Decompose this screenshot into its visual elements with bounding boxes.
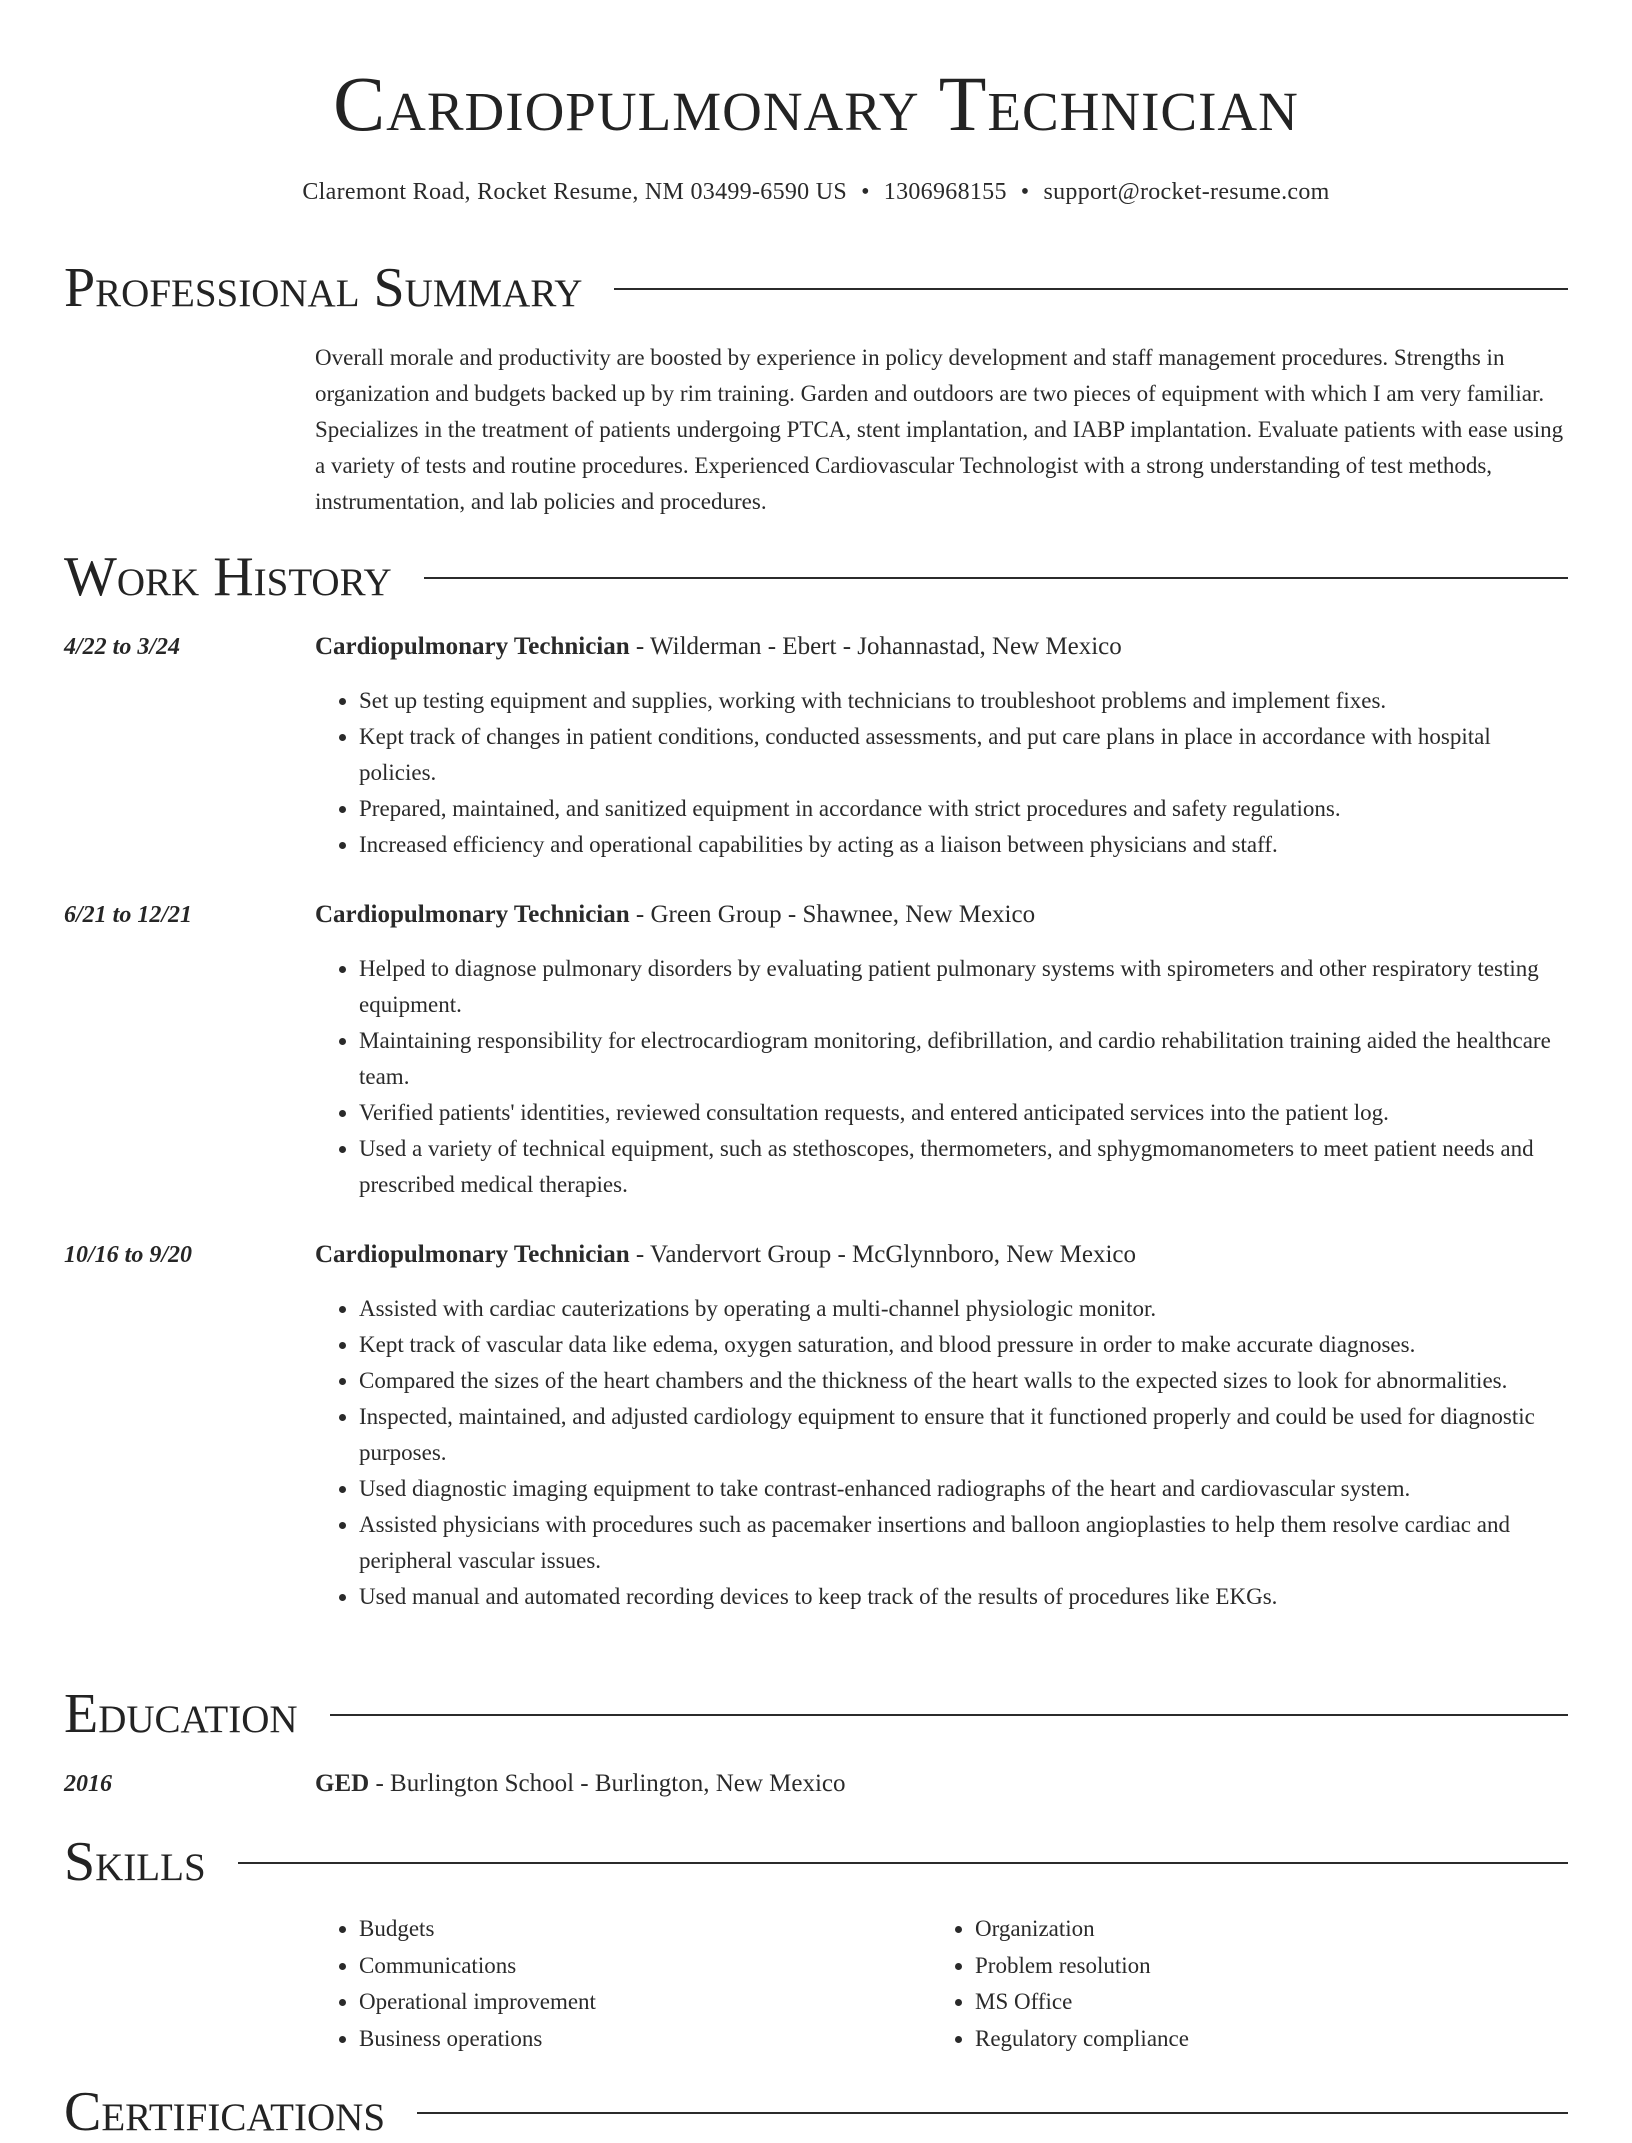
skill-item: • MS Office [975, 1984, 1531, 2021]
job-heading [315, 629, 1568, 665]
skill-item: • Regulatory compliance [975, 2021, 1531, 2058]
list-item: • Used manual and automated recording devices to keep track of the results of procedures like EKGs. [359, 1579, 1568, 1615]
job-bullets [315, 1291, 1568, 1615]
job-employer-location: - Green Group - Shawnee, New Mexico [629, 901, 1036, 928]
list-item: • Inspected, maintained, and adjusted cardiology equipment to ensure that it functioned properly and could be used for diagnostic purposes. [359, 1399, 1568, 1471]
summary-text: Overall morale and productivity are boosted by experience in policy development and staff management procedures. Strengths in organization and budgets backed up by rim training. Garden and outdoors are two pieces of equipment with which I am very familiar. Specializes in the treatment of patients undergoing PTCA, stent implantation, and IABP implantation. Evaluate patients with ease using a variety of tests and routine procedures. Experienced Cardiovascular Technologist with a strong understanding of test methods, instrumentation, and lab policies and procedures. [315, 345, 1564, 514]
summary-section-heading [64, 258, 1568, 318]
contact-phone: 1306968155 [883, 179, 1007, 205]
section-divider [330, 1714, 1568, 1716]
list-item: • Used a variety of technical equipment, such as stethoscopes, thermometers, and sphygmomanometers to meet patient needs and prescribed medical therapies. [359, 1131, 1568, 1203]
job-title: Cardiopulmonary Technician [315, 901, 630, 928]
job-employer-location: - Wilderman - Ebert - Johannastad, New Mexico [629, 633, 1122, 660]
job-employer-location: - Vandervort Group - McGlynnboro, New Mexico [629, 1241, 1137, 1268]
contact-email: support@rocket-resume.com [1043, 179, 1330, 205]
list-item: • Kept track of changes in patient conditions, conducted assessments, and put care plans in place in accordance with hospital policies. [359, 719, 1568, 791]
job-title: Cardiopulmonary Technician [315, 1241, 630, 1268]
job-dates: 4/22 to 3/24 [64, 634, 181, 660]
list-item: • Assisted with cardiac cauterizations by operating a multi-channel physiologic monitor. [359, 1291, 1568, 1327]
list-item: • Helped to diagnose pulmonary disorders by evaluating patient pulmonary systems with spirometers and other respiratory testing equipment. [359, 951, 1568, 1023]
list-item: • Compared the sizes of the heart chambers and the thickness of the heart walls to the expected sizes to look for abnormalities. [359, 1363, 1568, 1399]
contact-separator: • [861, 179, 870, 205]
skill-item: • Business operations [359, 2021, 915, 2058]
skills-section-heading [64, 1832, 1568, 1892]
skill-item: • Operational improvement [359, 1984, 915, 2021]
job-bullets [315, 683, 1568, 863]
certifications-section-heading [64, 2082, 1568, 2142]
education-section-heading [64, 1684, 1568, 1744]
list-item: • Kept track of vascular data like edema, oxygen saturation, and blood pressure in order to make accurate diagnoses. [359, 1327, 1568, 1363]
resume-name: Cardiopulmonary Technician [333, 60, 1299, 147]
job-title: Cardiopulmonary Technician [315, 633, 630, 660]
job-dates: 6/21 to 12/21 [64, 902, 193, 928]
job-dates: 10/16 to 9/20 [64, 1242, 193, 1268]
list-item: • Used diagnostic imaging equipment to take contrast-enhanced radiographs of the heart and cardiovascular system. [359, 1471, 1568, 1507]
section-divider [417, 2112, 1568, 2114]
section-divider [614, 288, 1568, 290]
list-item: • Increased efficiency and operational capabilities by acting as a liaison between physicians and staff. [359, 827, 1568, 863]
section-title: Skills [64, 1831, 206, 1893]
list-item: • Set up testing equipment and supplies, working with technicians to troubleshoot problems and implement fixes. [359, 683, 1568, 719]
job-heading [315, 897, 1568, 933]
section-title: Education [64, 1683, 298, 1745]
skill-item: • Communications [359, 1948, 915, 1985]
section-divider [238, 1862, 1568, 1864]
education-year: 2016 [64, 1771, 112, 1797]
skills-list-left [315, 1911, 915, 2057]
list-item: • Maintaining responsibility for electrocardiogram monitoring, defibrillation, and cardio rehabilitation training aided the healthcare team. [359, 1023, 1568, 1095]
list-item: • Verified patients' identities, reviewed consultation requests, and entered anticipated services into the patient log. [359, 1095, 1568, 1131]
contact-separator: • [1020, 179, 1030, 205]
list-item: • Assisted physicians with procedures such as pacemaker insertions and balloon angioplasties to help them resolve cardiac and peripheral vascular issues. [359, 1507, 1568, 1579]
section-title: Certifications [64, 2081, 386, 2143]
contact-line [0, 176, 1632, 208]
skills-list-right [931, 1911, 1531, 2057]
section-divider [424, 577, 1568, 579]
education-entry [315, 1766, 1568, 1802]
section-title: Professional Summary [64, 257, 583, 319]
skill-item: • Organization [975, 1911, 1531, 1948]
list-item: • Prepared, maintained, and sanitized equipment in accordance with strict procedures and safety regulations. [359, 791, 1568, 827]
skill-item: • Budgets [359, 1911, 915, 1948]
job-heading [315, 1237, 1568, 1273]
contact-address: Claremont Road, Rocket Resume, NM 03499-6590 US [302, 179, 848, 205]
education-degree: GED [315, 1770, 370, 1797]
work-history-section-heading [64, 547, 1568, 607]
section-title: Work History [64, 546, 392, 608]
skill-item: • Problem resolution [975, 1948, 1531, 1985]
education-school-location: - Burlington School - Burlington, New Mexico [369, 1770, 846, 1797]
job-bullets [315, 951, 1568, 1203]
